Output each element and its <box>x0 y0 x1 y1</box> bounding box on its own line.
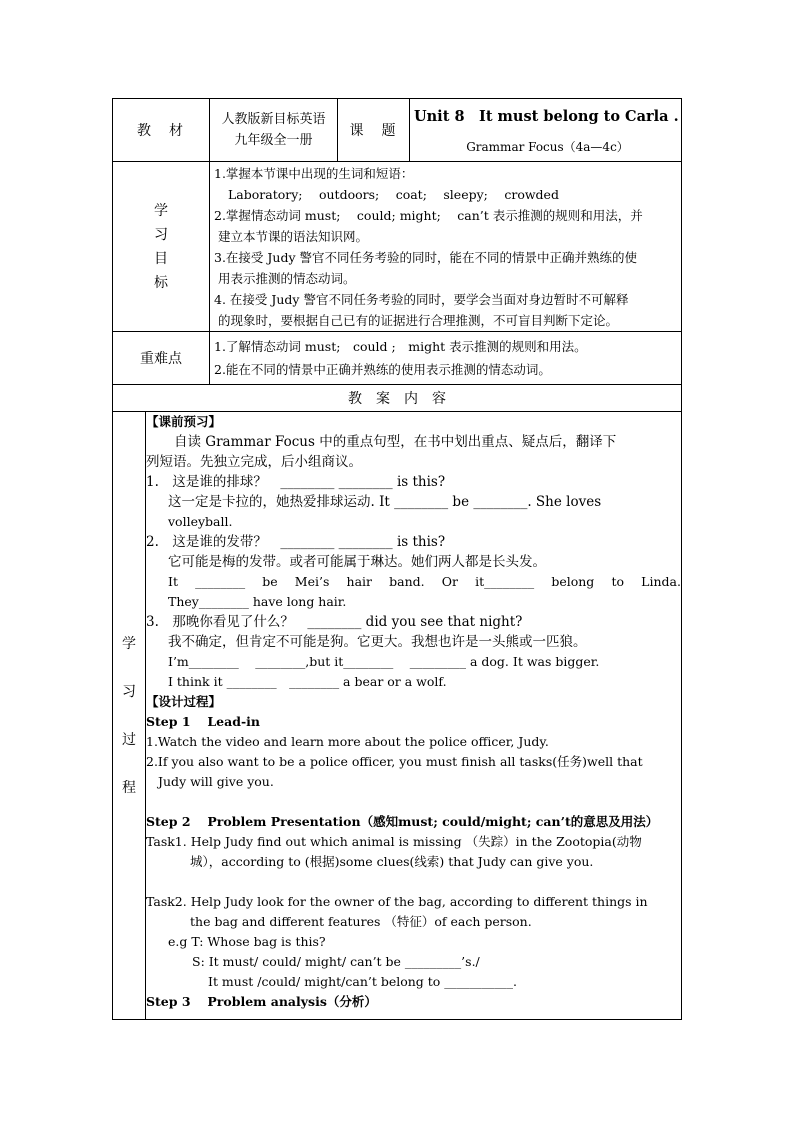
example-line: It must /could/ might/can’t belong to ___________. <box>208 974 518 989</box>
goal-line: 1.掌握本节课中出现的生词和短语： <box>214 166 414 181</box>
question-2-english: They________ have long hair. <box>168 594 347 609</box>
step-3-title: Step 3 Problem analysis（分析） <box>146 994 377 1009</box>
process-label-char: 过 <box>122 731 136 748</box>
question-1: 1. 这是谁的排球？ ________ ________ is this? <box>146 474 446 490</box>
section-header-row <box>113 385 682 412</box>
process-label-char: 习 <box>122 683 136 700</box>
material-value-line-1: 人教版新目标英语 <box>221 112 326 127</box>
spacer <box>146 792 681 812</box>
step-1-line: 1.Watch the video and learn more about the police officer, Judy. <box>146 734 549 749</box>
question-3-sentence: 我不确定，但肯定不可能是狗。它更大。我想也许是一头熊或一匹狼。 <box>168 634 587 650</box>
material-label: 教 材 <box>113 99 210 162</box>
step-1-line: Judy will give you. <box>158 774 274 789</box>
goals-label-char: 标 <box>154 274 168 291</box>
goals-content <box>210 162 682 332</box>
process-label-char: 学 <box>122 635 136 652</box>
key-points-row <box>113 332 682 385</box>
key-point-line: 2.能在不同的情景中正确并熟练的使用表示推测的情态动词。 <box>214 362 551 377</box>
step-1-title: Step 1 Lead-in <box>146 714 261 729</box>
word: be <box>262 574 278 589</box>
goal-line: 建立本节课的语法知识网。 <box>218 229 369 244</box>
word: belong <box>551 574 595 589</box>
topic-value <box>410 99 682 162</box>
goal-line: 3.在接受 Judy 警官不同任务考验的同时，能在不同的情景中正确并熟练的使 <box>214 250 637 265</box>
blank: ________ <box>195 574 246 589</box>
question-3-english: I think it ________ ________ a bear or a wolf. <box>168 674 447 689</box>
question-3: 3. 那晚你看见了什么？ ________ did you see that night? <box>146 614 523 630</box>
step-2-title: Step 2 Problem Presentation（感知must; could/might; can’t的意思及用法） <box>146 814 659 829</box>
question-3-english: I’m________ ________,but it________ _________ a dog. It was bigger. <box>168 654 600 669</box>
process-row <box>113 412 682 1020</box>
key-points-label: 重难点 <box>113 332 210 385</box>
question-2-english <box>146 572 681 592</box>
word: hair <box>346 574 373 589</box>
process-content <box>146 412 682 1020</box>
step-1-line: 2.If you also want to be a police officer, you must finish all tasks(任务)well that <box>146 754 643 769</box>
goal-line: 的现象时，要根据自己已有的证据进行合理推测，不可盲目判断下定论。 <box>218 313 619 328</box>
goals-label-char: 习 <box>154 226 168 243</box>
goals-label-char: 目 <box>154 250 168 267</box>
material-value-line-2: 九年级全一册 <box>234 133 313 148</box>
header-row <box>113 99 682 162</box>
process-label <box>113 412 146 1020</box>
topic-label: 课 题 <box>338 99 410 162</box>
preview-intro: 列短语。先独立完成，后小组商议。 <box>146 454 362 470</box>
unit-title: Unit 8 It must belong to Carla . <box>414 108 679 125</box>
question-1-sentence: volleyball. <box>168 514 233 529</box>
lesson-plan-table <box>112 98 682 1020</box>
blank: it________ <box>475 574 535 589</box>
word: Or <box>441 574 459 589</box>
task-1-line: 城），according to (根据)some clues(线索) that Judy can give you. <box>190 854 594 869</box>
key-points-content <box>210 332 682 385</box>
goal-line: 4. 在接受 Judy 警官不同任务考验的同时，要学会当面对身边暂时不可解释 <box>214 292 629 307</box>
task-2-line: the bag and different features （特征）of each person. <box>190 914 532 929</box>
task-2-line: Task2. Help Judy look for the owner of the bag, according to different things in <box>146 894 648 909</box>
goal-vocab-line: Laboratory; outdoors; coat; sleepy; crowded <box>228 187 559 202</box>
word: band. <box>389 574 425 589</box>
process-label-char: 程 <box>122 779 136 796</box>
spacer <box>146 872 681 892</box>
goals-label-char: 学 <box>154 202 168 219</box>
question-2-sentence: 它可能是梅的发带。或者可能属于琳达。她们两人都是长头发。 <box>168 554 546 570</box>
design-title: 【设计过程】 <box>146 694 222 709</box>
word: Linda. <box>641 574 681 589</box>
preview-intro: 自读 Grammar Focus 中的重点句型，在书中划出重点、疑点后，翻译下 <box>174 434 617 450</box>
key-point-line: 1.了解情态动词 must; could ; might 表示推测的规则和用法。 <box>214 339 587 354</box>
section-header: 教 案 内 容 <box>113 385 682 412</box>
material-value <box>210 99 338 162</box>
preview-title: 【课前预习】 <box>146 414 222 429</box>
example-line: e.g T: Whose bag is this? <box>168 934 326 949</box>
question-2: 2. 这是谁的发带？ ________ ________ is this? <box>146 534 446 550</box>
goal-line: 2.掌握情态动词 must; could; might; can’t 表示推测的规则和用法，并 <box>214 208 643 223</box>
goals-row <box>113 162 682 332</box>
example-line: S: It must/ could/ might/ can’t be _________’s./ <box>192 954 480 969</box>
goals-label <box>113 162 210 332</box>
word: Mei’s <box>294 574 330 589</box>
task-1-line: Task1. Help Judy find out which animal is missing （失踪）in the Zootopia(动物 <box>146 834 642 849</box>
word: to <box>611 574 625 589</box>
unit-subtitle: Grammar Focus（4a—4c） <box>466 140 629 154</box>
goal-line: 用表示推测的情态动词。 <box>218 271 356 286</box>
word: It <box>168 574 178 589</box>
question-1-sentence: 这一定是卡拉的，她热爱排球运动. It ________ be ________. She loves <box>168 494 602 510</box>
